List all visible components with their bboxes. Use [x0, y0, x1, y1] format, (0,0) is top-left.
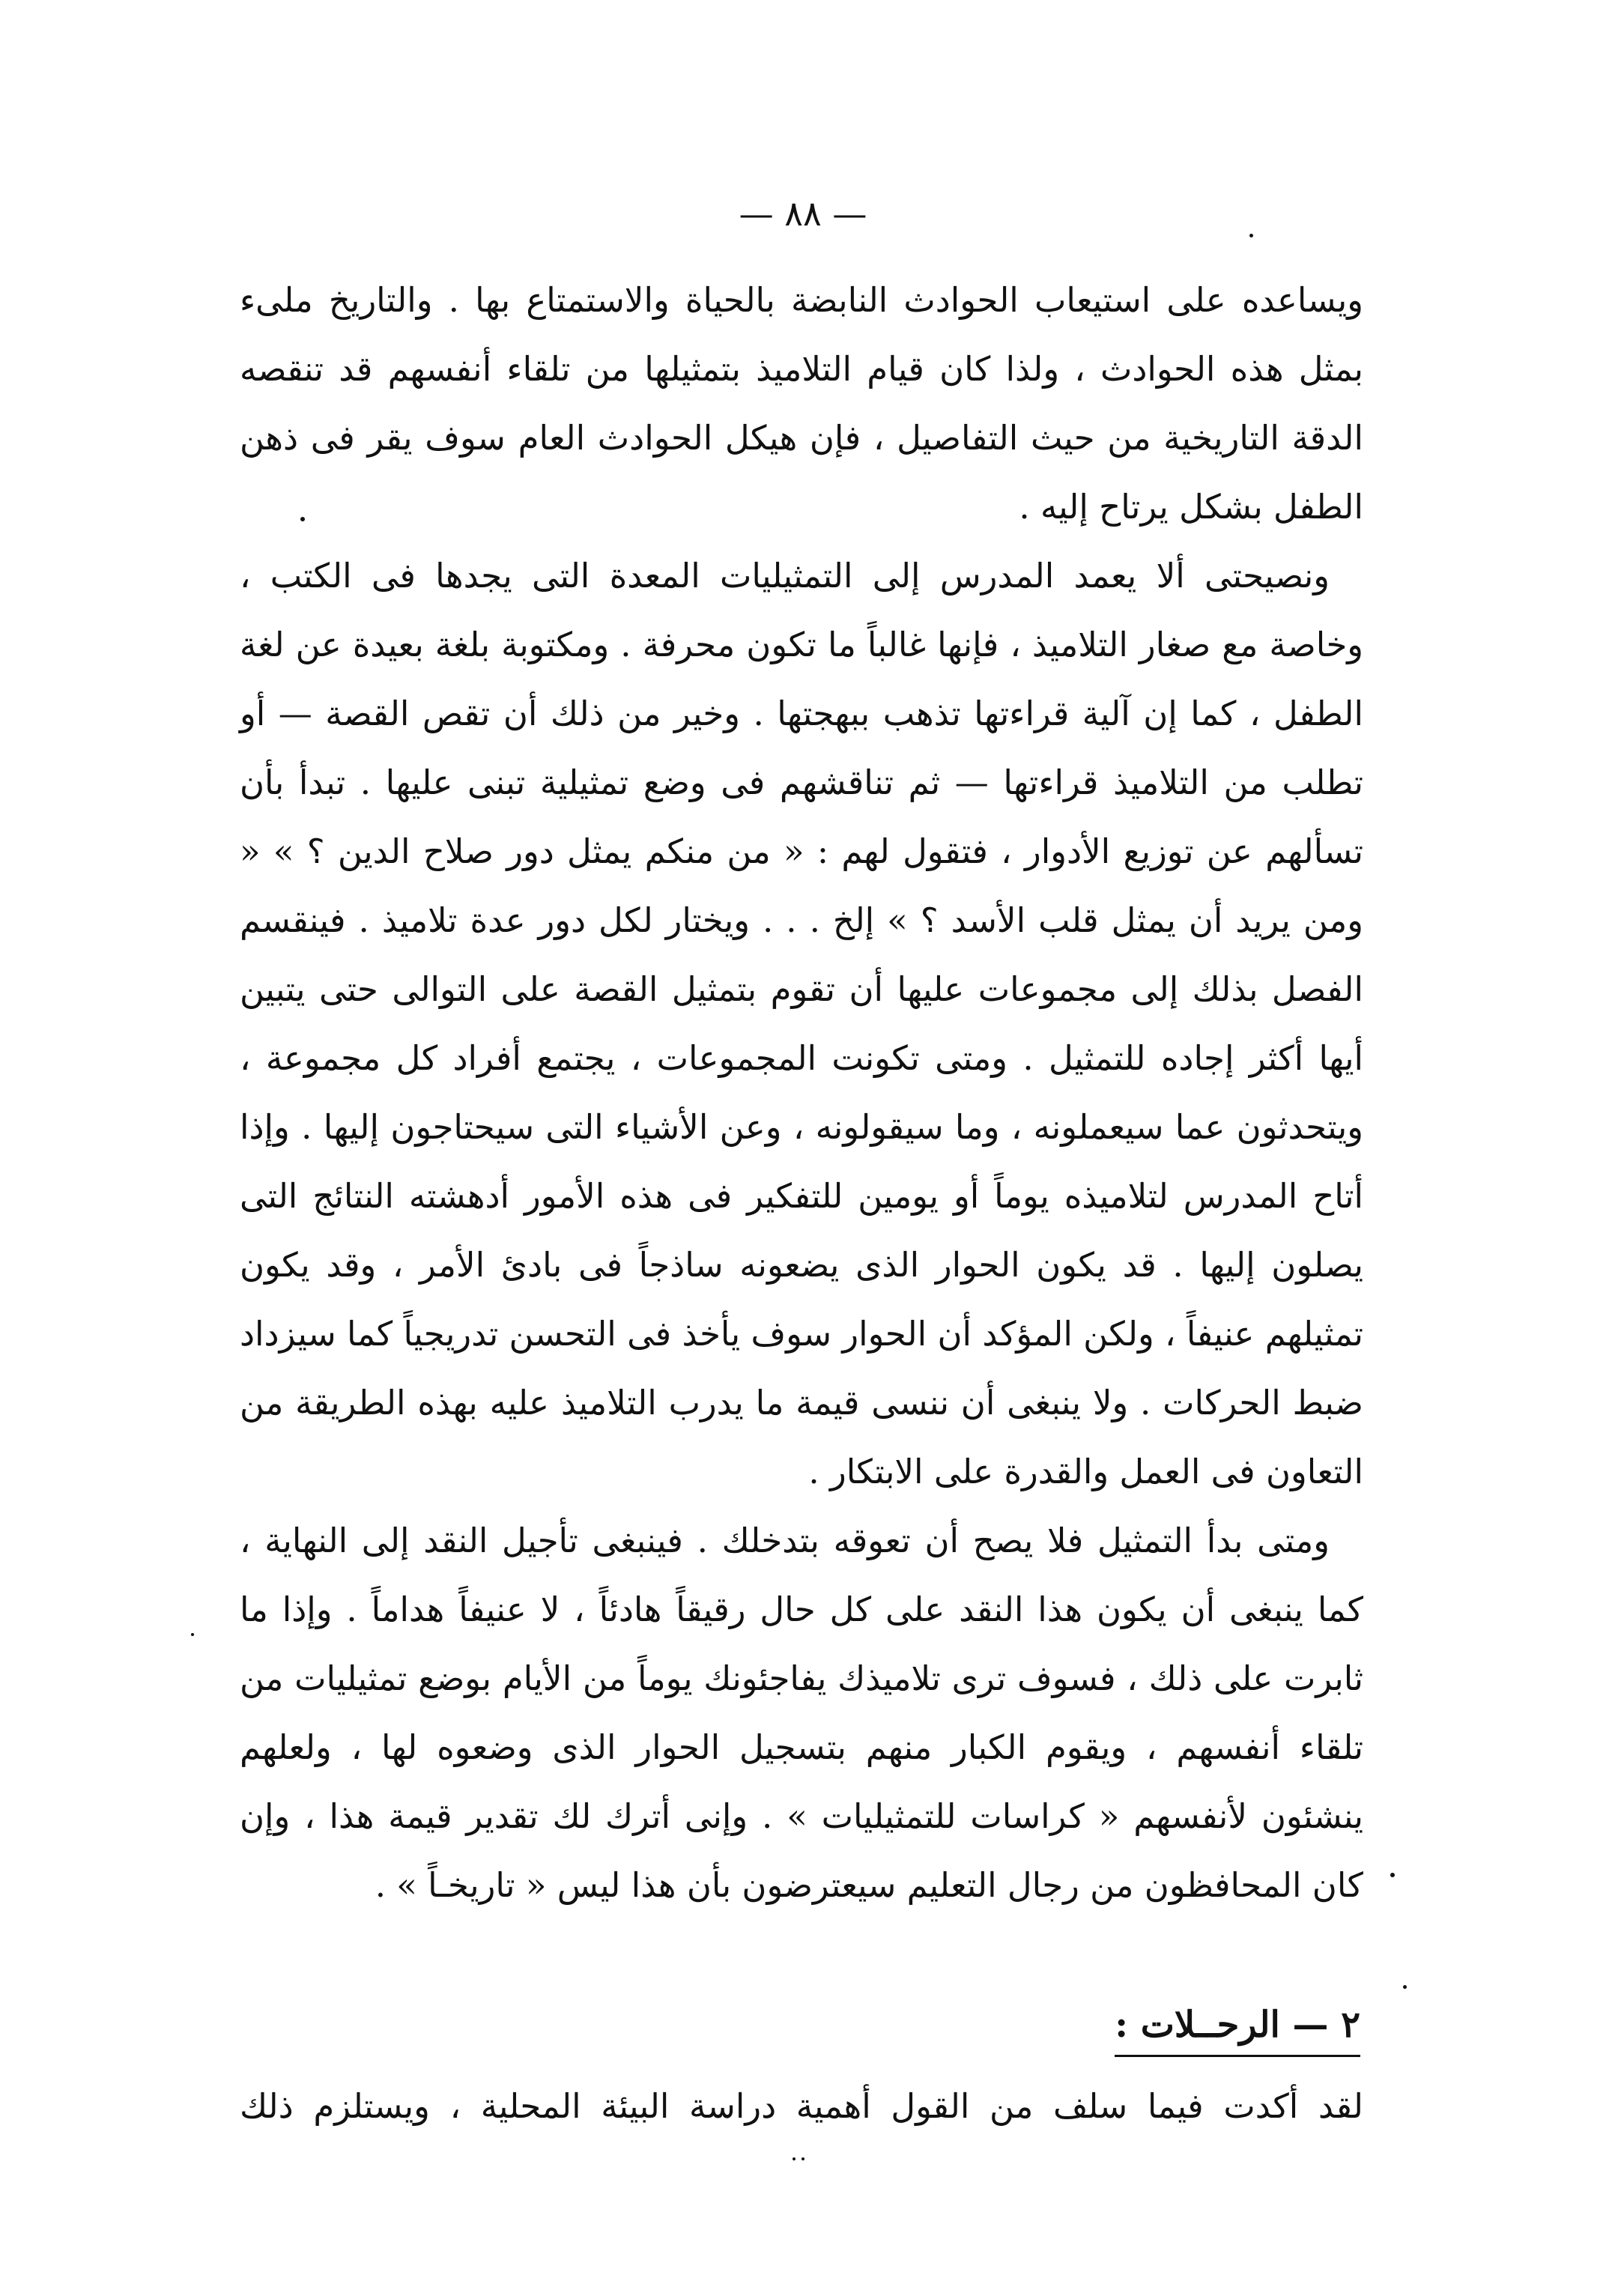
page-number: — ٨٨ —: [739, 193, 867, 234]
scan-speck: [802, 2157, 804, 2160]
scan-speck: [300, 517, 305, 521]
final-line: لقد أكدت فيما سلف من القول أهمية دراسة البيئة المحلية ، ويستلزم ذلك: [240, 2086, 1363, 2126]
body-text: [240, 266, 1363, 1920]
section-heading: ٢ — الرحــلات :: [1115, 2004, 1360, 2057]
paragraph-3: ومتى بدأ التمثيل فلا يصح أن تعوقه بتدخلك . فينبغى تأجيل النقد إلى النهاية ، كما ينبغى أن يكون هذا النقد على كل حال رقيقاً هادئاً ، لا عنيفاً هداماً . وإذا ما ثابرت على ذلك ، فسوف ترى تلاميذك يفاجئونك يوماً من الأيام بوضع تمثيليات من تلقاء أنفسهم ، ويقوم الكبار منهم بتسجيل الحوار الذى وضعوه لها ، ولعلهم ينشئون لأنفسهم « كراسات للتمثيليات » . وإنى أترك لك تقدير قيمة هذا ، وإن كان المحافظون من رجال التعليم سيعترضون بأن هذا ليس « تاريخـاً » .: [240, 1521, 1363, 1905]
paragraph-1: ويساعده على استيعاب الحوادث النابضة بالحياة والاستمتاع بها . والتاريخ ملىء بمثل هذه الحوادث ، ولذا كان قيام التلاميذ بتمثيلها من تلقاء أنفسهم قد تنقصه الدقة التاريخية من حيث التفاصيل ، فإن هيكل الحوادث العام سوف يقر فى ذهن الطفل بشكل يرتاح إليه .: [240, 280, 1363, 527]
paragraph-2: ونصيحتى ألا يعمد المدرس إلى التمثيليات المعدة التى يجدها فى الكتب ، وخاصة مع صغار التلاميذ ، فإنها غالباً ما تكون محرفة . ومكتوبة بلغة بعيدة عن لغة الطفل ، كما إن آلية قراءتها تذهب ببهجتها . وخير من ذلك أن تقص القصة — أو تطلب من التلاميذ قراءتها — ثم تناقشهم فى وضع تمثيلية تبنى عليها . تبدأ بأن تسألهم عن توزيع الأدوار ، فتقول لهم : « من منكم يمثل دور صلاح الدين ؟ » « ومن يريد أن يمثل قلب الأسد ؟ » إلخ . . . ويختار لكل دور عدة تلاميذ . فينقسم الفصل بذلك إلى مجموعات عليها أن تقوم بتمثيل القصة على التوالى حتى يتبين أيها أكثر إجاده للتمثيل . ومتى تكونت المجموعات ، يجتمع أفراد كل مجموعة ، ويتحدثون عما سيعملونه ، وما سيقولونه ، وعن الأشياء التى سيحتاجون إليها . وإذا أتاح المدرس لتلاميذه يوماً أو يومين للتفكير فى هذه الأمور أدهشته النتائج التى يصلون إليها . قد يكون الحوار الذى يضعونه ساذجاً فى بادئ الأمر ، وقد يكون تمثيلهم عنيفاً ، ولكن المؤكد أن الحوار سوف يأخذ فى التحسن تدريجياً كما سيزداد ضبط الحركات . ولا ينبغى أن ننسى قيمة ما يدرب التلاميذ عليه بهذه الطريقة من التعاون فى العمل والقدرة على الابتكار .: [240, 556, 1363, 1491]
scan-speck: [191, 1633, 194, 1636]
scan-speck: [1403, 1985, 1407, 1989]
scan-speck: [1390, 1873, 1395, 1877]
scan-speck: [793, 2157, 796, 2160]
scan-speck: [1249, 234, 1253, 237]
